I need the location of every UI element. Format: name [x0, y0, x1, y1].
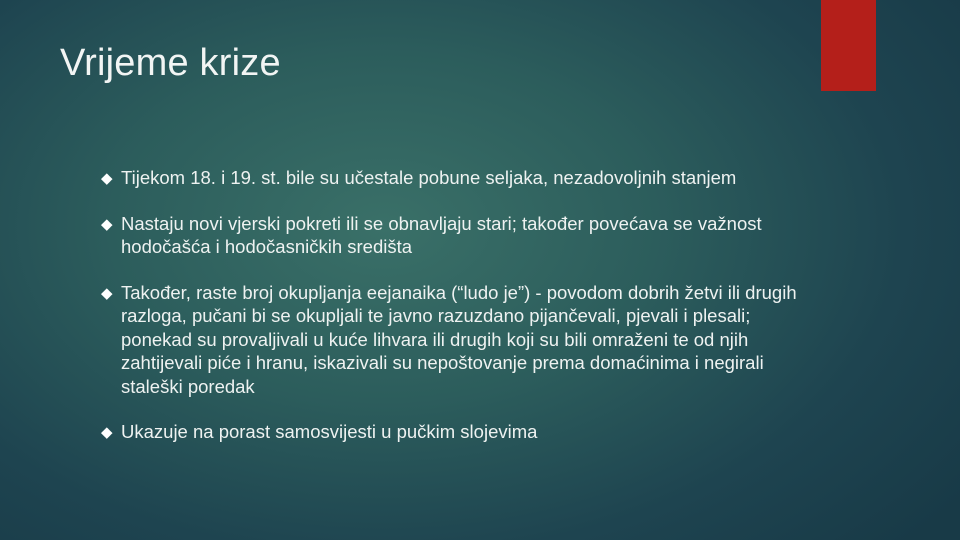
- bullet-text: Također, raste broj okupljanja eejanaika (“ludo je”) - povodom dobrih žetvi ili drugih razloga, pučani bi se okupljali te javno razuzdano pijančevali, pjevali i plesali; ponekad su provaljivali u kuće lihvara ili drugih koji su bili omraženi te od njih zahtijevali piće i hranu, iskazivali su nepoštovanje prema domaćinima i negirali staleški poredak: [121, 281, 797, 397]
- bullet-item: [101, 166, 801, 190]
- diamond-bullet-icon: ◆: [101, 215, 113, 233]
- diamond-bullet-icon: ◆: [101, 170, 113, 187]
- bullet-text: Tijekom 18. i 19. st. bile su učestale pobune seljaka, nezadovoljnih stanjem: [121, 167, 737, 188]
- accent-bar: [821, 0, 876, 91]
- bullet-list: [101, 166, 801, 466]
- bullet-item: [101, 212, 801, 259]
- diamond-bullet-icon: ◆: [101, 424, 113, 441]
- diamond-bullet-icon: ◆: [101, 284, 113, 302]
- bullet-item: [101, 420, 801, 444]
- bullet-text: Nastaju novi vjerski pokreti ili se obnavljaju stari; također povećava se važnost hodočašća i hodočasničkih središta: [121, 212, 762, 257]
- slide-title: Vrijeme krize: [60, 42, 281, 84]
- bullet-text: Ukazuje na porast samosvijesti u pučkim slojevima: [121, 421, 538, 442]
- bullet-item: [101, 281, 801, 399]
